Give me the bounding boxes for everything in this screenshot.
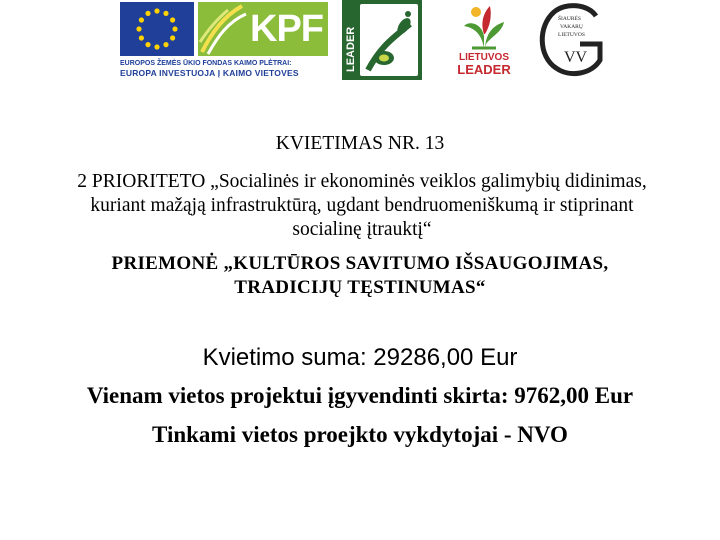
call-title: KVIETIMAS NR. 13 [275, 133, 445, 154]
eu-star-icon [170, 35, 175, 40]
leader-side-text: LEADER [345, 26, 357, 72]
eu-flag-icon [120, 2, 194, 56]
eu-star-icon [154, 44, 159, 49]
vvg-logo [536, 0, 608, 80]
measure-line: TRADICIJŲ TĘSTINUMAS“ [234, 277, 486, 298]
kpf-logo [198, 2, 328, 56]
lietuvos-leader-logo [454, 0, 514, 80]
vvg-line3: LIETUVOS [558, 32, 585, 38]
eu-star-icon [139, 35, 144, 40]
eu-kpf-logo [118, 0, 330, 82]
per-project-amount: Vienam vietos projektui įgyvendinti skirta: 9762,00 Eur [86, 383, 634, 408]
kpf-text: KPF [250, 8, 323, 50]
eligible-implementers: Tinkami vietos proejkto vykdytojai - NVO [152, 422, 568, 447]
priority-text [6, 170, 718, 242]
lietuvos-text: LIETUVOS [458, 52, 509, 63]
call-sum: Kvietimo suma: 29286,00 Eur [202, 344, 518, 371]
leader-side-label [344, 4, 358, 76]
leader-logo [342, 0, 422, 80]
priority-line: kuriant mažąją infrastruktūrą, ugdant bendruomeniškumą ir stiprinant [90, 195, 634, 216]
measure-line: PRIEMONĖ „KULTŪROS SAVITUMO IŠSAUGOJIMAS, [111, 253, 609, 274]
eu-star-icon [170, 17, 175, 22]
logo-strip [118, 0, 608, 82]
eu-star-icon [172, 26, 177, 31]
eu-caption-line2: EUROPA INVESTUOJA Į KAIMO VIETOVES [120, 68, 299, 78]
eu-star-icon [145, 42, 150, 47]
vvg-monogram: VV [564, 49, 588, 66]
seed-leaf-icon [360, 4, 418, 76]
eu-star-icon [163, 42, 168, 47]
eu-caption-line1: EUROPOS ŽEMĖS ŪKIO FONDAS KAIMO PLĖTRAI: [120, 60, 292, 67]
eu-star-icon [139, 17, 144, 22]
priority-line: socialinę įtrauktį“ [292, 219, 432, 240]
vvg-line1: ŠIAURĖS [558, 16, 581, 22]
measure-text [0, 252, 720, 300]
eu-star-icon [154, 8, 159, 13]
leader-text: LEADER [457, 62, 511, 77]
sprout-icon [454, 0, 514, 52]
priority-line: 2 PRIORITETO „Socialinės ir ekonominės veiklos galimybių didinimas, [77, 171, 647, 192]
eu-star-icon [145, 11, 150, 16]
eu-star-icon [136, 26, 141, 31]
eu-star-icon [163, 11, 168, 16]
lietuvos-leader-caption [454, 52, 514, 76]
leader-emblem [360, 4, 418, 76]
vvg-line2: VAKARŲ [560, 24, 583, 30]
